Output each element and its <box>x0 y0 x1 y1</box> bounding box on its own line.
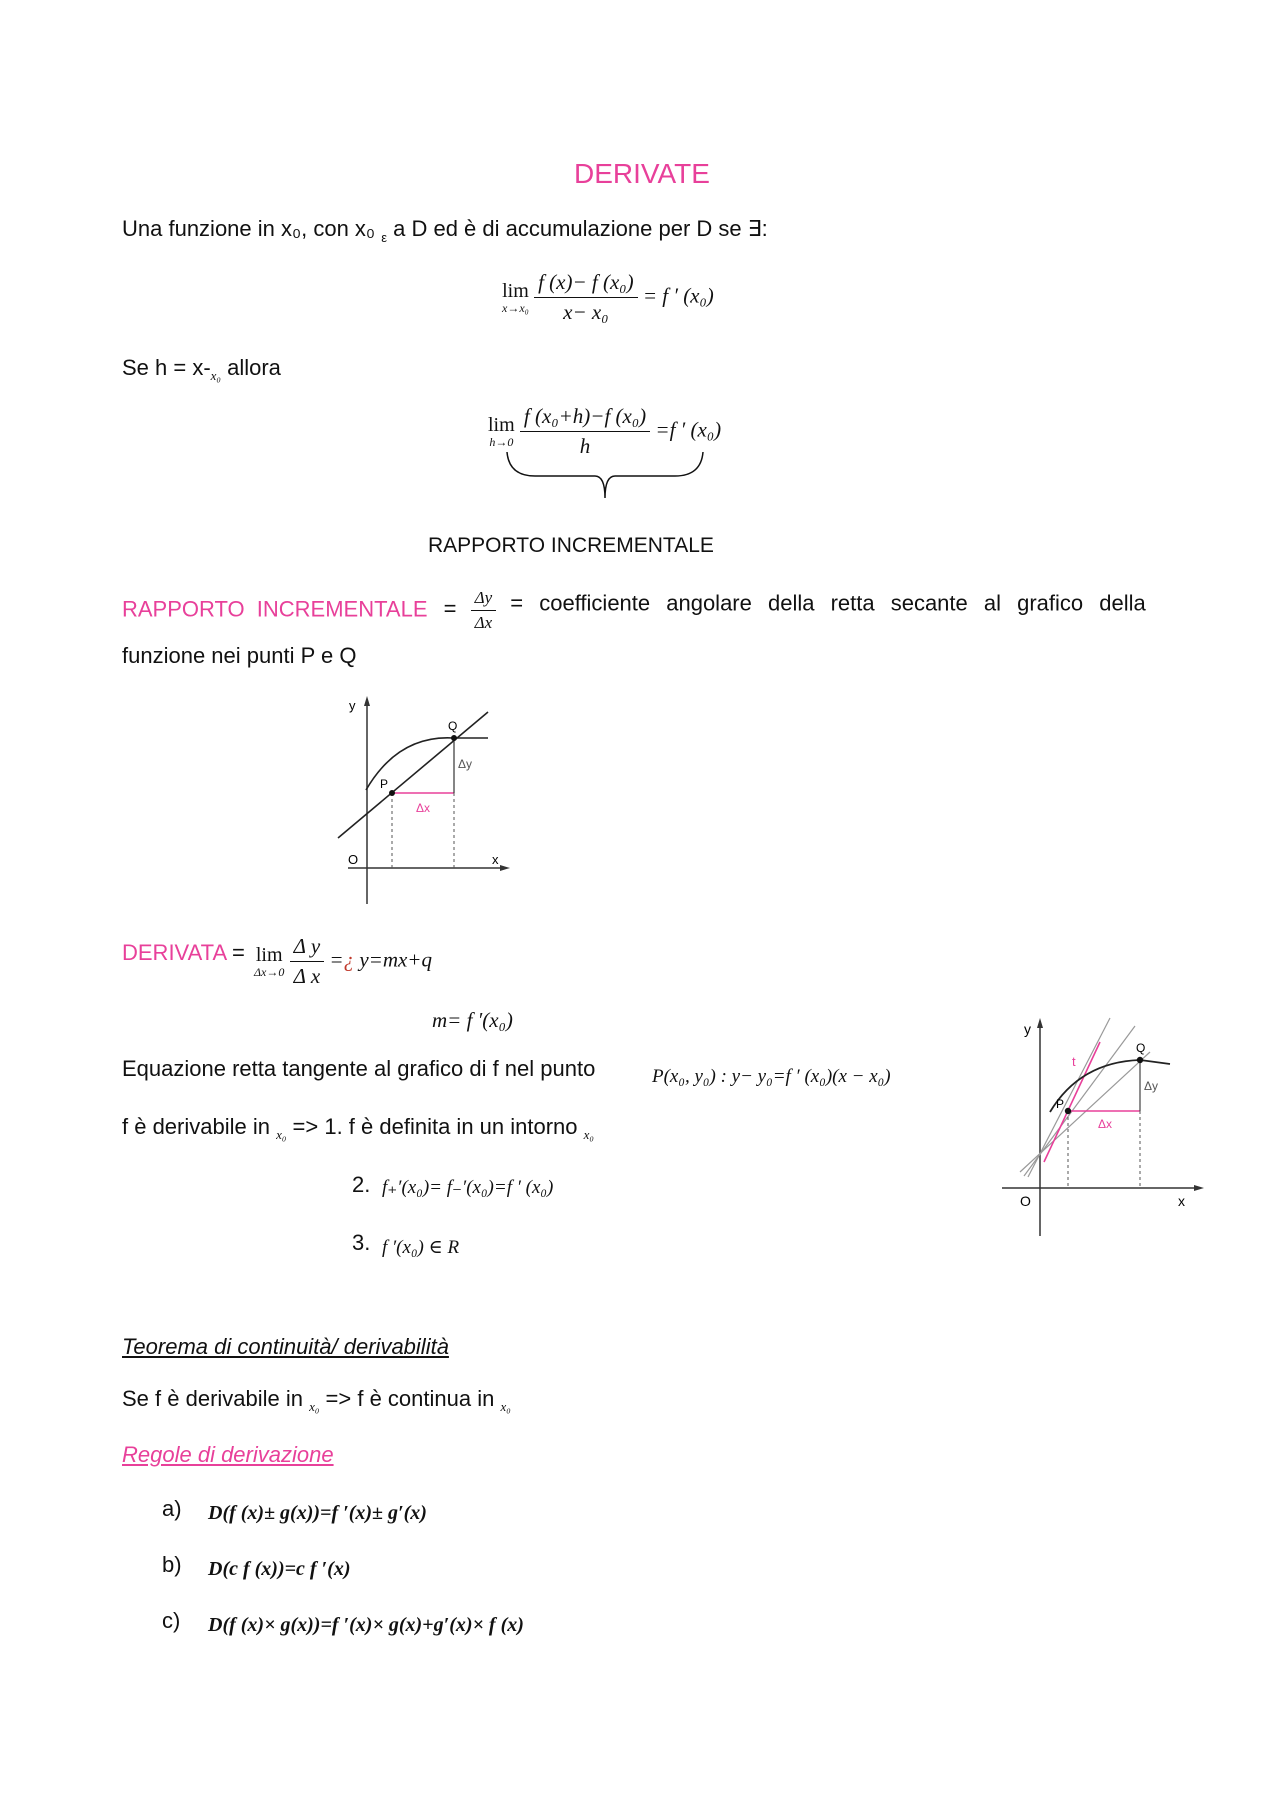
rule-b-label: b) <box>162 1552 182 1577</box>
delta-fraction: $\frac{\text{Δ y}}{\text{Δ x}}$ <box>290 934 325 989</box>
lim-operator: lim h→0 <box>488 413 515 449</box>
tangent-text: Equazione retta tangente al grafico di f nel punto <box>122 1056 596 1081</box>
origin-label: O <box>348 852 359 867</box>
derivata-formula: lim Δx→0 $\frac{\text{Δ y}}{\text{Δ x}}$ =¿ y=mx+q <box>254 934 432 988</box>
condition-2-formula: f₊′(x₀)= f₋′(x₀)=f ′ (x₀) <box>382 1177 554 1198</box>
point-q <box>1137 1057 1143 1063</box>
fraction: $\frac{\text{f (x₀+h)−f (x₀)}}{h}$ <box>520 404 650 459</box>
rule-c-label: c) <box>162 1608 181 1633</box>
point-p <box>1065 1108 1071 1114</box>
fraction: $\frac{\text{f (x)− f (x₀)}}{\text{x− x₀}}$ <box>534 270 638 325</box>
tangent-graph <box>1000 1012 1210 1242</box>
secant-line <box>338 712 488 838</box>
intro-text-before: Una funzione in x₀, con x₀ <box>122 216 376 241</box>
intro-text-after: a D ed è di accumulazione per D se ∃: <box>393 216 768 241</box>
derivabile-line: f è derivabile in $_{x_0}$ => 1. f è definita in un intorno $_{x_0}$ <box>122 1114 594 1142</box>
allora-text: allora <box>227 355 281 380</box>
dy-label: Δy <box>1144 1079 1159 1093</box>
teorema-title: Teorema di continuità/ derivabilità <box>122 1334 449 1359</box>
rapporto-label: RAPPORTO INCREMENTALE <box>122 596 428 622</box>
intro-line <box>122 216 768 245</box>
brace-label: RAPPORTO INCREMENTALE <box>428 534 714 557</box>
secant-graph <box>328 690 518 910</box>
x-label: x <box>1178 1193 1185 1209</box>
h-text: Se h = x- <box>122 355 211 380</box>
dx-label: Δx <box>416 801 431 815</box>
formula-rhs: =f ′ (x₀) <box>655 417 722 442</box>
condition-2-number: 2. <box>352 1172 371 1197</box>
line-equation: y=mx+q <box>359 947 432 972</box>
p-label: P <box>380 777 389 791</box>
dx-label: Δx <box>1098 1117 1113 1131</box>
formula-rhs: = f ′ (x₀) <box>642 283 714 308</box>
formula-limit-definition <box>502 270 714 325</box>
equals: = <box>443 596 457 622</box>
underbrace <box>505 450 705 510</box>
q-label: Q <box>1136 1041 1146 1055</box>
lim-operator: lim x→x₀ <box>502 279 529 315</box>
teorema-line: Se f è derivabile in $_{x_0}$ => f è continua in $_{x_0}$ <box>122 1386 511 1414</box>
h-definition-line <box>122 355 281 384</box>
m-formula: m= f ′(x₀) <box>432 1008 513 1032</box>
y-axis-arrow <box>1037 1018 1043 1028</box>
rapporto-text-2: funzione nei punti P e Q <box>122 643 357 668</box>
x0-var: x₀ <box>210 368 221 383</box>
condition-3-number: 3. <box>352 1230 371 1255</box>
x-axis-arrow <box>1194 1185 1204 1191</box>
delta-fraction: $\frac{\Delta y}{\Delta x}$ <box>471 588 497 633</box>
p-label: P <box>1056 1097 1065 1111</box>
equals: = <box>232 940 245 965</box>
point-p <box>389 790 395 796</box>
dy-label: Δy <box>458 757 473 771</box>
rule-a-formula: D(f (x)± g(x))=f ′(x)± g′(x) <box>208 1502 427 1524</box>
tangent-formula: P(x₀, y₀) : y− y₀=f ′ (x₀)(x − x₀) <box>652 1066 891 1087</box>
rapporto-line <box>122 588 1164 633</box>
lim-operator: lim Δx→0 <box>254 943 285 979</box>
y-label: y <box>349 698 356 713</box>
in-symbol: ε <box>381 230 387 245</box>
x-axis-arrow <box>500 865 510 871</box>
derivata-label: DERIVATA <box>122 940 226 965</box>
rule-a-label: a) <box>162 1496 182 1521</box>
condition-1: => 1. f è definita in un intorno <box>292 1114 578 1139</box>
rapporto-text: = coefficiente angolare della retta secante al grafico della <box>510 590 1146 616</box>
y-label: y <box>1024 1021 1031 1037</box>
derivabile-text: f è derivabile in <box>122 1114 270 1139</box>
x-label: x <box>492 852 499 867</box>
page-title: DERIVATE <box>574 158 710 189</box>
t-label: t <box>1072 1054 1076 1069</box>
rule-b-formula: D(c f (x))=c f ′(x) <box>208 1558 351 1580</box>
y-axis-arrow <box>364 696 370 706</box>
rule-c-formula: D(f (x)× g(x))=f ′(x)× g(x)+g′(x)× f (x) <box>208 1614 524 1636</box>
origin-label: O <box>1020 1193 1031 1209</box>
q-label: Q <box>448 719 458 733</box>
regole-title: Regole di derivazione <box>122 1442 334 1467</box>
condition-3-formula: f ′(x₀) ∈ R <box>382 1237 460 1258</box>
point-q <box>451 735 457 741</box>
derivata-line <box>122 940 245 966</box>
